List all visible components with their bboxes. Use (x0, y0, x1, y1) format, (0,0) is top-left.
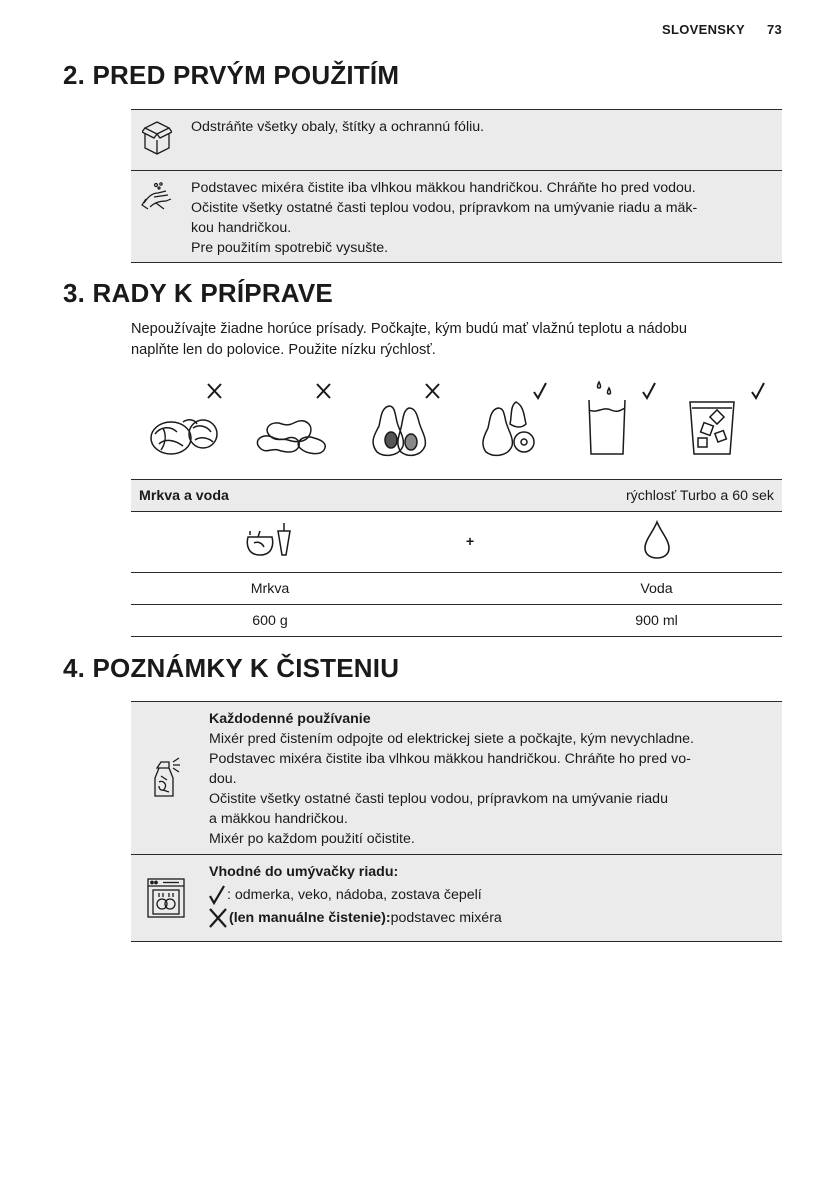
check-mark-icon (209, 885, 225, 905)
check-mark (534, 383, 546, 398)
food-nuts (131, 378, 240, 464)
daily-use-row (131, 701, 782, 855)
recipe-setting: rýchlosť Turbo a 60 sek (531, 480, 782, 512)
ingredient-2-label: Voda (531, 573, 782, 605)
language-label: SLOVENSKY (662, 22, 745, 37)
intro-line-1: Nepoužívajte žiadne horúce prísady. Počkajte, kým budú mať vlažnú teplotu a nádobu (131, 321, 688, 337)
food-ice (676, 378, 785, 464)
ingredient-1-amount: 600 g (131, 605, 409, 637)
manual-clean-label: (len manuálne čistenie): (229, 910, 391, 926)
dishwasher-heading: Vhodné do umývačky riadu: (209, 864, 399, 880)
wash-line-4: Pre použitím spotrebič vysušte. (191, 240, 389, 256)
first-use-box (131, 109, 782, 263)
section-4-title: 4. POZNÁMKY K ČISTENIU (63, 653, 400, 683)
liquid-glass-icon (589, 382, 625, 454)
beans-icon (257, 421, 325, 454)
daily-line-2: Podstavec mixéra čistite iba vlhkou mäkkou handričkou. Chráňte ho pred vo- (209, 751, 691, 767)
peeled-fruit-icon (483, 402, 534, 455)
recipe-amount-row (131, 605, 782, 637)
cleaning-box (131, 701, 782, 942)
recipe-icon-row (131, 512, 782, 573)
avocado-with-stone-icon (373, 406, 425, 455)
daily-line-4: Očistite všetky ostatné časti teplou vodou, prípravkom na umývanie riadu (209, 791, 668, 807)
dishwasher-safe-parts: : odmerka, veko, nádoba, zostava čepelí (227, 887, 482, 903)
food-beans (240, 378, 349, 464)
check-mark (643, 383, 655, 398)
recipe-ingredient-row (131, 573, 782, 605)
plus-sign: + (409, 512, 531, 573)
dishwasher-row (131, 855, 782, 942)
washing-hands-icon (131, 171, 183, 262)
ingredient-2-amount: 900 ml (531, 605, 782, 637)
section-2-title: 2. PRED PRVÝM POUŽITÍM (63, 60, 400, 90)
cross-mark (317, 384, 330, 398)
ice-glass-icon (690, 402, 734, 454)
cross-mark (208, 384, 221, 398)
nuts-icon (151, 420, 217, 454)
check-mark (752, 383, 764, 398)
recipe-name: Mrkva a voda (131, 480, 409, 512)
wash-row (131, 171, 782, 263)
recipe-header-row (131, 480, 782, 512)
section-3-title: 3. RADY K PRÍPRAVE (63, 278, 333, 308)
unpack-icon (131, 110, 183, 170)
ingredient-1-label: Mrkva (131, 573, 409, 605)
page-number: 73 (766, 22, 782, 37)
unpack-row (131, 109, 782, 171)
manual-clean-parts: podstavec mixéra (390, 910, 502, 926)
cross-mark (426, 384, 439, 398)
dishwasher-safe-line (209, 885, 770, 905)
daily-line-1: Mixér pred čistením odpojte od elektrickej siete a počkajte, kým nevychladne. (209, 731, 694, 747)
cleaning-spray-icon (131, 702, 201, 854)
page-header (662, 22, 782, 37)
daily-use-heading: Každodenné používanie (209, 711, 371, 727)
preparation-intro (131, 319, 786, 361)
daily-line-3: dou. (209, 771, 237, 787)
wash-line-2: Očistite všetky ostatné časti teplou vodou, prípravkom na umývanie riadu a mäk- (191, 200, 698, 216)
daily-line-5: a mäkkou handričkou. (209, 811, 348, 827)
dishwasher-icon (131, 855, 201, 941)
food-avocado (349, 378, 458, 464)
wash-line-3: kou handričkou. (191, 220, 292, 236)
intro-line-2: naplňte len do polovice. Použite nízku rýchlosť. (131, 342, 436, 358)
cross-mark-icon (209, 908, 227, 928)
wash-line-1: Podstavec mixéra čistite iba vlhkou mäkkou handričkou. Chráňte ho pred vodou. (191, 180, 696, 196)
manual-clean-line (209, 908, 770, 928)
food-liquid (567, 378, 676, 464)
water-drop-icon (643, 520, 671, 560)
food-peeled-fruit (458, 378, 567, 464)
recipe-table (131, 479, 782, 637)
food-suitability-row (131, 378, 782, 464)
unpack-text: Odstráňte všetky obaly, štítky a ochrannú fóliu. (191, 119, 485, 135)
daily-line-6: Mixér po každom použití očistite. (209, 831, 415, 847)
carrot-pepper-icon (244, 521, 296, 559)
